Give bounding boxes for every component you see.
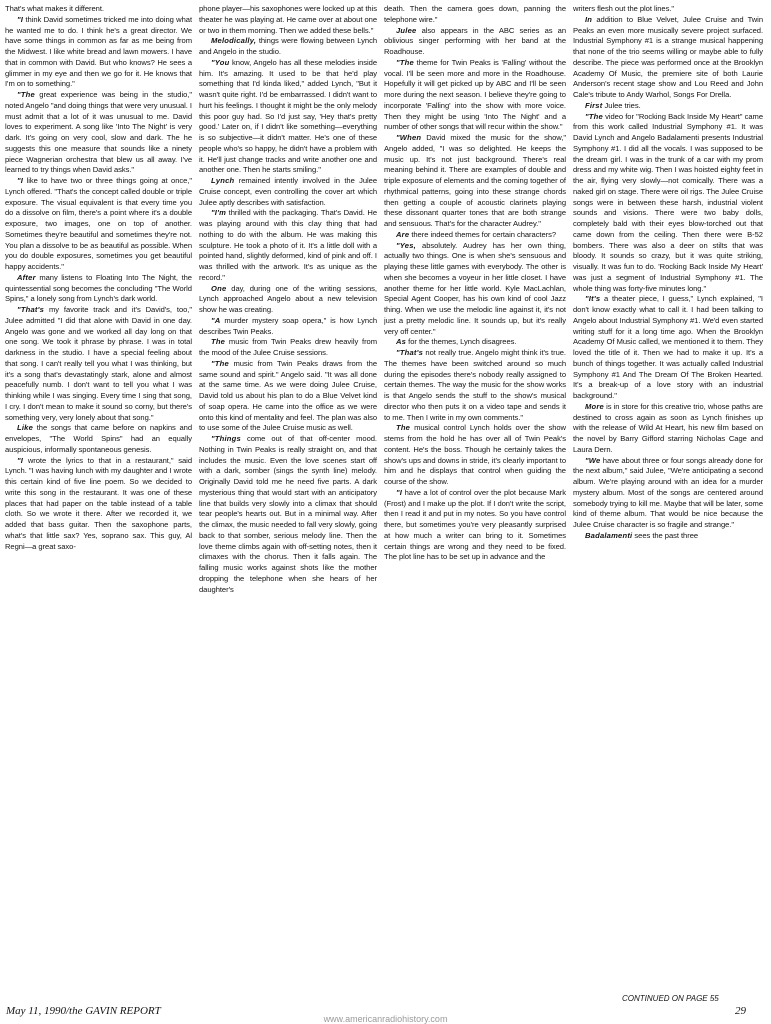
paragraph-text: music from Twin Peaks draws from the same sound and spirit." Angelo said. "It was all done at the same time. As we were doing Julee Cruise, David told us about his plan to do a Blue Velvet kind of soap opera. He came into the office as we were onto this kind of mentality and feel. The plan was also to use some of the Julee Cruise music as well. bbox=[199, 358, 377, 433]
article-paragraph bbox=[384, 26, 566, 58]
continued-notice: CONTINUED ON PAGE 55 bbox=[622, 994, 719, 1003]
paragraph-lead-word: Like bbox=[17, 423, 33, 433]
article-paragraph bbox=[199, 359, 377, 434]
paragraph-text: theme for Twin Peaks is 'Falling' without the vocal. I'll be seen more and more in the Roadhouse. Hopefully it will get picked up by ABC and I'll be seen more during the next season. I believe they're going to incorporate 'Falling' into the show with more voice. Then they might be using 'Into The Night' and a number of other songs that will recur within the show." bbox=[384, 57, 566, 132]
paragraph-text: my favorite track and it's David's, too," Julee admitted "I did that alone with David in one day. Angelo was gone and we worked all day long on that one song. We took it phrase by phrase. I was in total darkness in the studio. I have a special feeling about that song. I can't really tell you what I was thinking, but it's a song that's devastatingly stark, alone and almost peacefully numb. I don't want to tell you what I was thinking while I was singing. Every time I sing that song, I cry. I don't mean to make it sound so corny, but there's something very, very lonely about that song." bbox=[5, 305, 192, 422]
paragraph-text: many listens to Floating Into The Night, the quintessential song becomes the concluding "The World Spins," a lonely song from Lynch's dark world. bbox=[5, 272, 192, 304]
article-paragraph bbox=[573, 531, 763, 542]
paragraph-lead-word: Melodically, bbox=[211, 36, 257, 46]
article-paragraph bbox=[573, 101, 763, 112]
paragraph-lead-word: "A bbox=[211, 315, 221, 325]
paragraph-text: not really true. Angelo might think it's true. The themes have been switched around so much during the episodes there's nobody really assigned to certain themes. The way the music for the show works is that Angelo sends the stuff to the show's musical director who then puts it on a video tape and sends it to me. Then I write in my own comments." bbox=[384, 348, 566, 422]
source-watermark: www.americanradiohistory.com bbox=[323, 1014, 448, 1024]
paragraph-text: day, during one of the writing sessions, Lynch approached Angelo about a new television show he was creating. bbox=[199, 283, 377, 314]
paragraph-text: there indeed themes for certain characters? bbox=[409, 229, 557, 239]
article-paragraph bbox=[199, 36, 377, 58]
paragraph-text: absolutely. Audrey has her own thing, actually two things. One is when she's sensuous and playing these little games with everybody. The other is when she becomes a voyeur in her little closet. I have another theme for her little world. Kyle MacLachlan, Special Agent Cooper, has his own kind of cool Jazz thing. When we use the melodic line against it, it's not just a pretty melodic line. It sounds up, but it's really very off center." bbox=[384, 240, 566, 336]
paragraph-lead-word: The bbox=[396, 423, 411, 433]
paragraph-lead-word: Badalamenti bbox=[585, 530, 633, 540]
article-paragraph bbox=[199, 284, 377, 316]
paragraph-lead-word: "That's bbox=[396, 348, 424, 357]
paragraph-text: for the themes, Lynch disagrees. bbox=[406, 337, 517, 347]
article-paragraph bbox=[199, 176, 377, 208]
paragraph-lead-word: Lynch bbox=[211, 176, 235, 185]
article-paragraph bbox=[5, 305, 192, 423]
article-paragraph bbox=[573, 4, 763, 15]
article-paragraph bbox=[573, 456, 763, 531]
paragraph-lead-word: "I bbox=[17, 14, 24, 24]
paragraph-text: phone player—his saxophones were locked up at this theater he was playing at. He came over at about one or two in them morning. Then we added these bells." bbox=[199, 4, 377, 35]
paragraph-text: murder mystery soap opera," is how Lynch describes Twin Peaks. bbox=[199, 315, 377, 336]
article-paragraph bbox=[573, 402, 763, 456]
article-paragraph bbox=[5, 15, 192, 90]
paragraph-text: come out of that off-center mood. Nothing in Twin Peaks is really straight on, and that includes the music. Even the love scenes start off with a dark, somber (sings the synth line) melody. Originally David told me he need five parts. A dark mysterious thing that would start with an anticipatory line that builds very slowly into a climax that should tear people's hearts out. But in a minimal way. After the climax, the music needed to fall very slowly, going back to that somber, serious melody line. Then the love theme climbs again with off-setting notes, then it climaxes with the chorus. Then it falls again. The falling music works against shots like the mother dropping the telephone when she hears of her daughter's bbox=[199, 434, 377, 594]
article-paragraph bbox=[384, 488, 566, 563]
paragraph-text: great experience was being in the studio," noted Angelo "and doing things that were very unusual. I must admit that a lot of it was unusual to me. David loves to experiment. A song like 'Into The Night' is very dark. It's going on very cool, slow and dark. The he suggests this one measure that sounds like a ninety piece Wagnerian orchestra that blew us all away. I've learned to try things when David asks." bbox=[5, 90, 192, 175]
paragraph-lead-word: "That's bbox=[17, 305, 45, 314]
article-paragraph bbox=[384, 241, 566, 338]
article-paragraph bbox=[573, 15, 763, 101]
article-paragraph bbox=[384, 58, 566, 133]
paragraph-text: video for "Rocking Back Inside My Heart" came from this work called Industrial Symphony #1. It was David Lynch and Angelo Badalamenti presents Industrial Symphony #1. I did all the vocals. I was supposed to be the dream girl. I was in the trunk of a car with my prom dress and my white wig. Then I was hoisted eighty feet in the air, flying very slowly—not comically. There was a naked girl on stage. There were oil rigs. The Julee Cruise songs were in between these harsh, industrial violent sounds and visions. There were two baby dolls, completely bald with their eyes blow-torched out that came down from the ceiling. Then there were B-52 bombers. There was also a deer on stilts that was bloody. It sounds so crazy, but it was quite striking, visually. It was fun to do. 'Rocking Back Inside My Heart' was just a segment of Industrial Symphony #1. The whole thing was forty-five minutes long." bbox=[573, 111, 763, 293]
paragraph-lead-word: "The bbox=[17, 90, 35, 99]
paragraph-text: think David sometimes tricked me into doing what he wanted me to do. I think he's a great director. We have some things in common as far as me being from the Midwest. I like white bread and lawn mowers. I have that in common with David. But who knows? He sees a glimmer in my eye and then we go for it. He knows that I'm on to something." bbox=[5, 14, 192, 89]
paragraph-lead-word: "The bbox=[396, 57, 414, 67]
paragraph-text: like to have two or three things going at once," Lynch offered. "That's the concept called double or triple exposure. The visual equivalent is that every time you do a dissolve on film, there's a point where it's a double exposure, two images, one on top of another. Sometimes they're beautiful and sometimes they're not. You plan a dissolve to be as beautiful as possible. When you do double exposures, sometimes you get beautiful happy accidents." bbox=[5, 176, 192, 271]
paragraph-text: That's what makes it different. bbox=[5, 4, 104, 13]
article-paragraph bbox=[5, 456, 192, 553]
paragraph-lead-word: "We bbox=[585, 455, 601, 465]
text-column-1 bbox=[5, 4, 192, 989]
paragraph-text: writers flesh out the plot lines." bbox=[573, 4, 675, 13]
paragraph-lead-word: One bbox=[211, 283, 227, 293]
paragraph-lead-word: More bbox=[585, 401, 604, 411]
paragraph-text: music from Twin Peaks drew heavily from the mood of the Julee Cruise sessions. bbox=[199, 337, 377, 357]
paragraph-lead-word: "It's bbox=[585, 294, 601, 304]
article-paragraph bbox=[384, 230, 566, 241]
footer-date-publication: May 11, 1990/the GAVIN REPORT bbox=[6, 1005, 161, 1017]
paragraph-lead-word: As bbox=[396, 337, 407, 347]
text-column-4 bbox=[573, 4, 763, 989]
article-paragraph bbox=[5, 4, 192, 15]
paragraph-lead-word: First bbox=[585, 100, 603, 110]
article-paragraph bbox=[199, 434, 377, 595]
paragraph-text: know, Angelo has all these melodies inside him. It's amazing. It used to be that he'd play something that I'd kinda liked," added Lynch, "But it wasn't quite right. I'd be embarrassed. I didn't want to hurt his feelings. I thought it might be the only melody this poor guy had. So I'd just say, 'Hey that's pretty good.' Later on, if I didn't like something—everything is so subjective—it didn't matter. He's one of these people who's so happy, he didn't have a problem with it. He'll just change tracks and write another one and another one. Then he starts smiling." bbox=[199, 57, 377, 175]
article-paragraph bbox=[199, 208, 377, 283]
paragraph-lead-word: In bbox=[585, 14, 593, 24]
paragraph-lead-word: "You bbox=[211, 57, 230, 67]
paragraph-text: Julee tries. bbox=[602, 100, 641, 110]
paragraph-lead-word: "I bbox=[17, 455, 24, 465]
article-paragraph bbox=[5, 423, 192, 455]
paragraph-text: sees the past three bbox=[632, 530, 699, 540]
article-paragraph bbox=[5, 273, 192, 305]
paragraph-text: a theater piece, I guess," Lynch explained, "I don't know exactly what to call it. I had been talking to Angelo about Industrial Symphony #1. We'd even started writing stuff for it a long time ago. When the Brooklyn Academy Of Music called, we mentioned it to them. They loved the title of it. Then we had to make it up. It's a bunch of things together. It was actually called Industrial Symphony #1 And The Dream Of The Broken Hearted. It's a break-up of a love story with an industrial background." bbox=[573, 294, 763, 400]
paragraph-text: wrote the lyrics to that in a restaurant," said Lynch. "I was having lunch with my daughter and I wrote this certain kind of five line poem. So we decided to write this song in the restaurant. It was one of these places that had paper on the table instead of a table cloth. So we wrote it there. After we recorded it, we added that bass guitar. Then the saxophone parts, what's that little sax? Yes, soprano sax. This guy, Al Regni—a great saxo- bbox=[5, 455, 192, 551]
article-paragraph bbox=[5, 90, 192, 176]
article-paragraph bbox=[199, 316, 377, 338]
page-number: 29 bbox=[735, 1005, 746, 1017]
paragraph-text: musical control Lynch holds over the show stems from the hold he has over all of Twin Peak's content. He's the boss. Though he certainly takes the show's ups and downs in stride, it's clearly important to him and he displays that control when guiding the course of the show. bbox=[384, 423, 566, 486]
paragraph-lead-word: "The bbox=[585, 111, 603, 121]
article-paragraph bbox=[384, 4, 566, 26]
paragraph-text: is in store for this creative trio, whose paths are destined to cross again as soon as Lynch finishes up with the release of Wild At Heart, his new film based on the novel by Barry Gifford starring Nicholas Cage and Laura Dern. bbox=[573, 401, 763, 454]
paragraph-text: David mixed the music for the show," Angelo added, "I was so delighted. He keeps the music up. It's not just background. There's real meaning behind it. There are examples of double and triple exposure of elements and the coming together of rhythmical patterns, going into these strange chords then getting a couple of acoustic clarinets playing these dissonant quarter tones that are both strange and sensuous. That's for the character Audrey." bbox=[384, 133, 566, 228]
paragraph-lead-word: Julee bbox=[396, 25, 417, 35]
paragraph-text: things were flowing between Lynch and Angelo in the studio. bbox=[199, 36, 377, 56]
article-paragraph bbox=[384, 423, 566, 488]
paragraph-lead-word: The bbox=[211, 337, 226, 347]
paragraph-text: the songs that came before on napkins and envelopes, "The World Spins" had an equally auspicious, informally spontaneous genesis. bbox=[5, 423, 192, 454]
paragraph-lead-word: After bbox=[17, 272, 36, 282]
paragraph-text: also appears in the ABC series as an oblivious singer performing with her band at the Roadhouse. bbox=[384, 25, 566, 56]
paragraph-text: have about three or four songs already done for the next album," said Julee, "We're anticipating a second album. We're playing around with an idea for a murder mystery album. Most of the songs are centered around somebody trying to kill me. Maybe that will be later, some kind of theme album. That would be nice because the Julee Cruise character is so fragile and strange." bbox=[573, 455, 763, 529]
paragraph-lead-word: "Yes, bbox=[396, 240, 416, 250]
paragraph-text: thrilled with the packaging. That's David. He was playing around with this clay thing that had nothing to do with the album. He was making this sculpture. He took a photo of it. It's a little doll with a pointed hand, slightly deformed, kind of pink and off. I was thrilled with the artwork. It's as unique as the record." bbox=[199, 208, 377, 282]
article-paragraph bbox=[573, 112, 763, 295]
article-paragraph bbox=[5, 176, 192, 273]
article-paragraph bbox=[384, 337, 566, 348]
paragraph-lead-word: Are bbox=[396, 229, 410, 239]
paragraph-lead-word: "When bbox=[396, 133, 422, 142]
text-column-3 bbox=[384, 4, 566, 989]
article-paragraph bbox=[199, 337, 377, 359]
article-paragraph bbox=[384, 348, 566, 423]
article-paragraph bbox=[384, 133, 566, 230]
paragraph-lead-word: "The bbox=[211, 358, 229, 368]
paragraph-text: addition to Blue Velvet, Julee Cruise and Twin Peaks an even more musically severe project surfaced. Industrial Symphony #1 is a strange musical happening that none of the trio seems willing or maybe able to fully describe. The piece was performed once at the Brooklyn Academy Of Music, the premiere site of both Laurie Anderson's recent stage show and Lou Reed and John Cale's tribute to Andy Warhol, Songs For Drella. bbox=[573, 14, 763, 99]
paragraph-lead-word: "I bbox=[17, 176, 24, 185]
article-paragraph bbox=[199, 4, 377, 36]
paragraph-text: death. Then the camera goes down, panning the telephone wire." bbox=[384, 4, 566, 24]
text-column-2 bbox=[199, 4, 377, 989]
article-paragraph bbox=[199, 58, 377, 176]
paragraph-text: remained intently involved in the Julee Cruise concept, even controlling the cover art which Julee aptly describes with satisfaction. bbox=[199, 176, 377, 207]
paragraph-text: have a lot of control over the plot because Mark (Frost) and I make up the plot. If I don't write the script, then I read it and put in my notes. So you have control there, but sometimes you're very pleasantly surprised at how much a writer can bring to it. Sometimes certain things are wrong and they need to be fixed. The plot line has to be set up in advance and the bbox=[384, 487, 566, 562]
article-paragraph bbox=[573, 294, 763, 402]
paragraph-lead-word: "I'm bbox=[211, 208, 227, 218]
paragraph-lead-word: "Things bbox=[211, 434, 241, 443]
paragraph-lead-word: "I bbox=[396, 487, 403, 497]
